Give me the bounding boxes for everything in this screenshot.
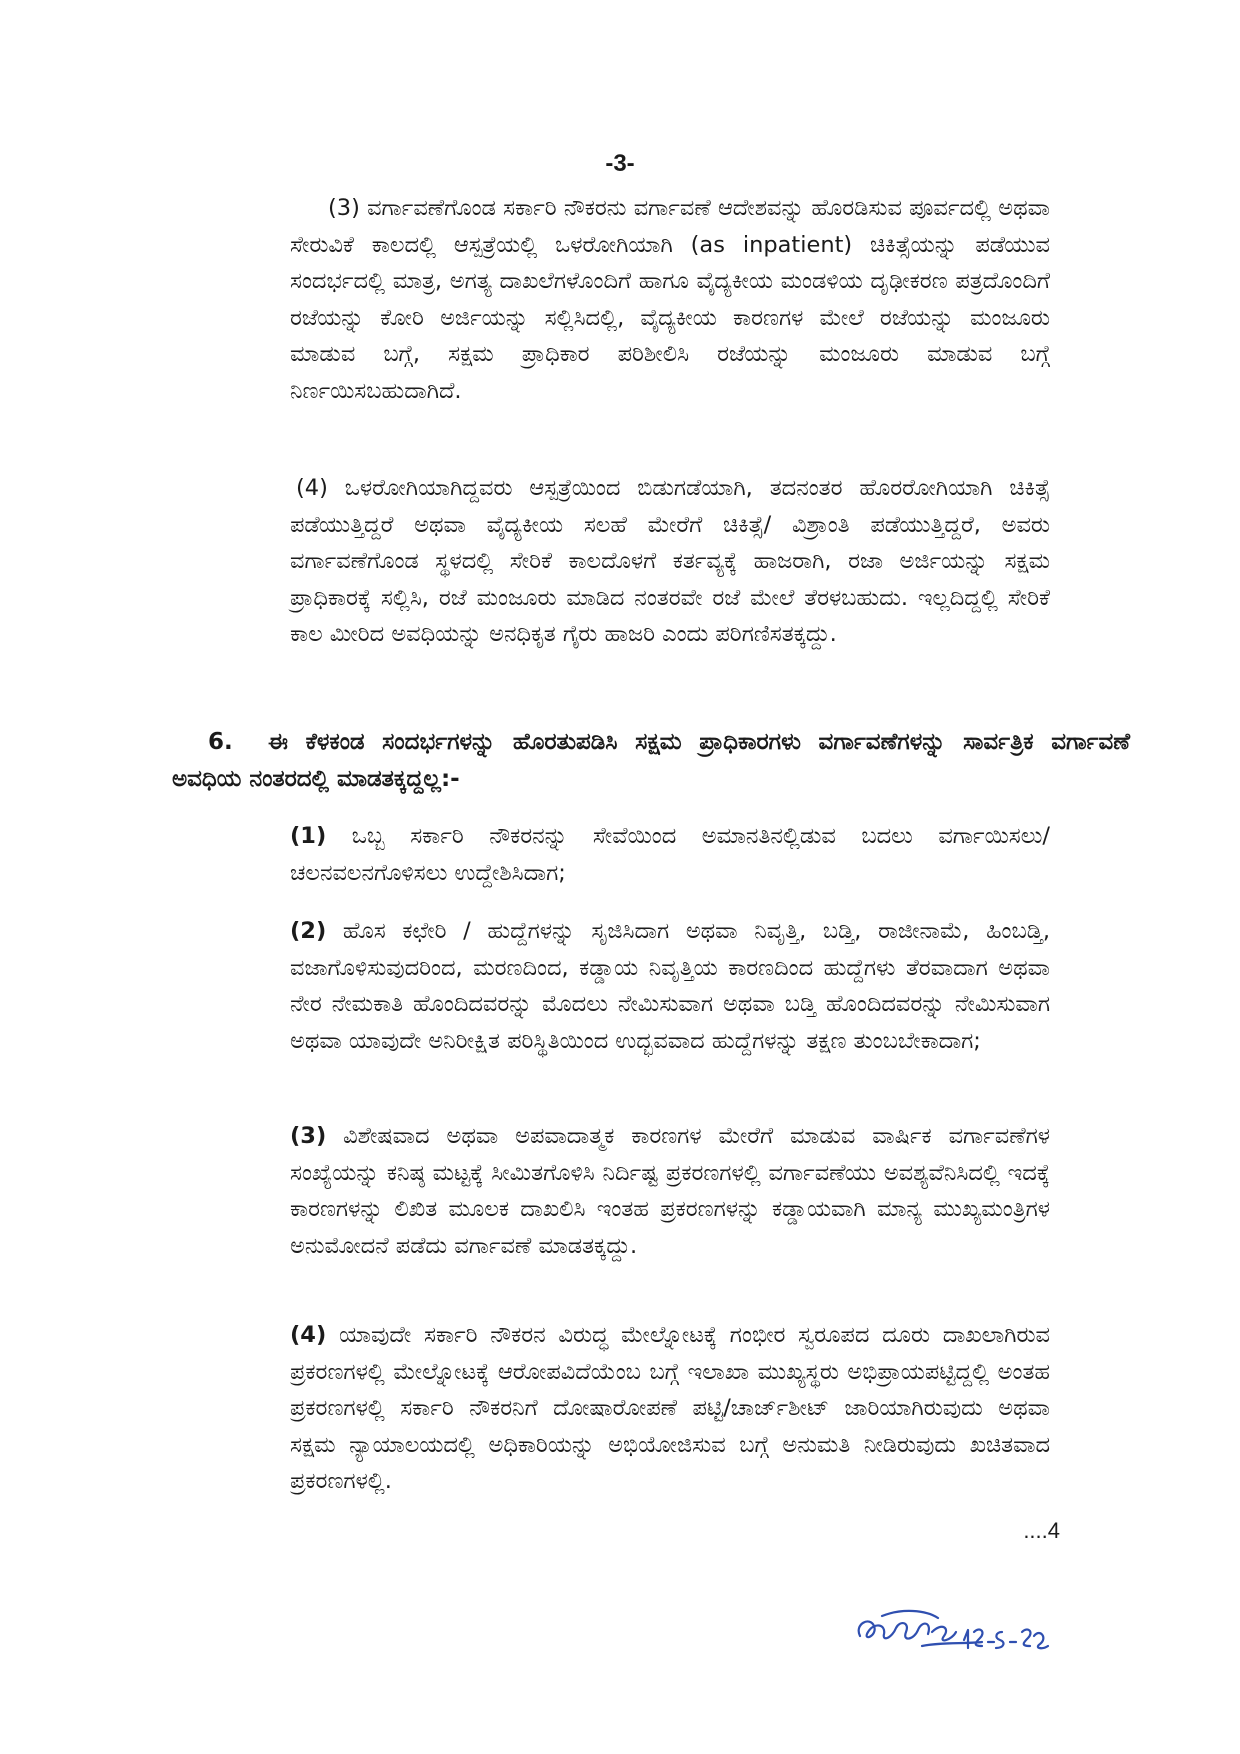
section-6-heading: [172, 724, 1130, 797]
paragraph-text: ವರ್ಗಾವಣೆಗೊಂಡ ಸರ್ಕಾರಿ ನೌಕರನು ವರ್ಗಾವಣೆ ಆದೇಶವನ್ನು ಹೊರಡಿಸುವ ಪೂರ್ವದಲ್ಲಿ ಅಥವಾ ಸೇರುವಿಕೆ ಕಾಲದಲ್ಲಿ ಆಸ್ಪತ್ರೆಯಲ್ಲಿ ಒಳರೋಗಿಯಾಗಿ (as inpatient) ಚಿಕಿತ್ಸೆಯನ್ನು ಪಡೆಯುವ ಸಂದರ್ಭದಲ್ಲಿ ಮಾತ್ರ, ಅಗತ್ಯ ದಾಖಲೆಗಳೊಂದಿಗೆ ಹಾಗೂ ವೈದ್ಯಕೀಯ ಮಂಡಳಿಯ ದೃಢೀಕರಣ ಪತ್ರದೊಂದಿಗೆ ರಜೆಯನ್ನು ಕೋರಿ ಅರ್ಜಿಯನ್ನು ಸಲ್ಲಿಸಿದಲ್ಲಿ, ವೈದ್ಯಕೀಯ ಕಾರಣಗಳ ಮೇಲೆ ರಜೆಯನ್ನು ಮಂಜೂರು ಮಾಡುವ ಬಗ್ಗೆ, ಸಕ್ಷಮ ಪ್ರಾಧಿಕಾರ ಪರಿಶೀಲಿಸಿ ರಜೆಯನ್ನು ಮಂಜೂರು ಮಾಡುವ ಬಗ್ಗೆ ನಿರ್ಣಯಿಸಬಹುದಾಗಿದೆ.: [290, 195, 1050, 404]
continuation-marker: ....4: [1023, 1518, 1060, 1543]
list-item: [290, 818, 1050, 891]
paragraph-3: [290, 190, 1050, 409]
item-number: (1): [290, 823, 327, 849]
paragraph-text: ಒಳರೋಗಿಯಾಗಿದ್ದವರು ಆಸ್ಪತ್ರೆಯಿಂದ ಬಿಡುಗಡೆಯಾಗಿ, ತದನಂತರ ಹೊರರೋಗಿಯಾಗಿ ಚಿಕಿತ್ಸೆ ಪಡೆಯುತ್ತಿದ್ದರೆ ಅಥವಾ ವೈದ್ಯಕೀಯ ಸಲಹೆ ಮೇರೆಗೆ ಚಿಕಿತ್ಸೆ/ ವಿಶ್ರಾಂತಿ ಪಡೆಯುತ್ತಿದ್ದರೆ, ಅವರು ವರ್ಗಾವಣೆಗೊಂಡ ಸ್ಥಳದಲ್ಲಿ ಸೇರಿಕೆ ಕಾಲದೊಳಗೆ ಕರ್ತವ್ಯಕ್ಕೆ ಹಾಜರಾಗಿ, ರಜಾ ಅರ್ಜಿಯನ್ನು ಸಕ್ಷಮ ಪ್ರಾಧಿಕಾರಕ್ಕೆ ಸಲ್ಲಿಸಿ, ರಜೆ ಮಂಜೂರು ಮಾಡಿದ ನಂತರವೇ ರಜೆ ಮೇಲೆ ತೆರಳಬಹುದು. ಇಲ್ಲದಿದ್ದಲ್ಲಿ ಸೇರಿಕೆ ಕಾಲ ಮೀರಿದ ಅವಧಿಯನ್ನು ಅನಧಿಕೃತ ಗೈರು ಹಾಜರಿ ಎಂದು ಪರಿಗಣಿಸತಕ್ಕದ್ದು.: [290, 475, 1050, 647]
page-number: -3-: [605, 150, 635, 177]
paragraph-number: (4): [296, 475, 328, 501]
list-item: [290, 913, 1050, 1059]
item-number: (2): [290, 918, 327, 944]
item-text: ವಿಶೇಷವಾದ ಅಥವಾ ಅಪವಾದಾತ್ಮಕ ಕಾರಣಗಳ ಮೇರೆಗೆ ಮಾಡುವ ವಾರ್ಷಿಕ ವರ್ಗಾವಣೆಗಳ ಸಂಖ್ಯೆಯನ್ನು ಕನಿಷ್ಠ ಮಟ್ಟಕ್ಕೆ ಸೀಮಿತಗೊಳಿಸಿ ನಿರ್ದಿಷ್ಟ ಪ್ರಕರಣಗಳಲ್ಲಿ ವರ್ಗಾವಣೆಯು ಅವಶ್ಯವೆನಿಸಿದಲ್ಲಿ ಇದಕ್ಕೆ ಕಾರಣಗಳನ್ನು ಲಿಖಿತ ಮೂಲಕ ದಾಖಲಿಸಿ ಇಂತಹ ಪ್ರಕರಣಗಳನ್ನು ಕಡ್ಡಾಯವಾಗಿ ಮಾನ್ಯ ಮುಖ್ಯಮಂತ್ರಿಗಳ ಅನುಮೋದನೆ ಪಡೆದು ವರ್ಗಾವಣೆ ಮಾಡತಕ್ಕದ್ದು.: [290, 1123, 1050, 1259]
item-number: (3): [290, 1123, 327, 1149]
item-number: (4): [290, 1322, 327, 1348]
item-text: ಯಾವುದೇ ಸರ್ಕಾರಿ ನೌಕರನ ವಿರುದ್ಧ ಮೇಲ್ನೋಟಕ್ಕೆ ಗಂಭೀರ ಸ್ವರೂಪದ ದೂರು ದಾಖಲಾಗಿರುವ ಪ್ರಕರಣಗಳಲ್ಲಿ ಮೇಲ್ನೋಟಕ್ಕೆ ಆರೋಪವಿದೆಯೆಂಬ ಬಗ್ಗೆ ಇಲಾಖಾ ಮುಖ್ಯಸ್ಥರು ಅಭಿಪ್ರಾಯಪಟ್ಟಿದ್ದಲ್ಲಿ ಅಂತಹ ಪ್ರಕರಣಗಳಲ್ಲಿ ಸರ್ಕಾರಿ ನೌಕರನಿಗೆ ದೋಷಾರೋಪಣೆ ಪಟ್ಟಿ/ಚಾರ್ಜ್‌ಶೀಟ್ ಜಾರಿಯಾಗಿರುವುದು ಅಥವಾ ಸಕ್ಷಮ ನ್ಯಾಯಾಲಯದಲ್ಲಿ ಅಧಿಕಾರಿಯನ್ನು ಅಭಿಯೋಜಿಸುವ ಬಗ್ಗೆ ಅನುಮತಿ ನೀಡಿರುವುದು ಖಚಿತವಾದ ಪ್ರಕರಣಗಳಲ್ಲಿ.: [290, 1322, 1050, 1494]
item-text: ಒಬ್ಬ ಸರ್ಕಾರಿ ನೌಕರನನ್ನು ಸೇವೆಯಿಂದ ಅಮಾನತಿನಲ್ಲಿಡುವ ಬದಲು ವರ್ಗಾಯಿಸಲು/ ಚಲನವಲನಗೊಳಿಸಲು ಉದ್ದೇಶಿಸಿದಾಗ;: [290, 823, 1051, 886]
paragraph-number: (3): [328, 195, 360, 221]
item-text: ಹೊಸ ಕಛೇರಿ / ಹುದ್ದೆಗಳನ್ನು ಸೃಜಿಸಿದಾಗ ಅಥವಾ ನಿವೃತ್ತಿ, ಬಡ್ತಿ, ರಾಜೀನಾಮೆ, ಹಿಂಬಡ್ತಿ, ವಜಾಗೊಳಿಸುವುದರಿಂದ, ಮರಣದಿಂದ, ಕಡ್ಡಾಯ ನಿವೃತ್ತಿಯ ಕಾರಣದಿಂದ ಹುದ್ದೆಗಳು ತೆರವಾದಾಗ ಅಥವಾ ನೇರ ನೇಮಕಾತಿ ಹೊಂದಿದವರನ್ನು ಮೊದಲು ನೇಮಿಸುವಾಗ ಅಥವಾ ಬಡ್ತಿ ಹೊಂದಿದವರನ್ನು ನೇಮಿಸುವಾಗ ಅಥವಾ ಯಾವುದೇ ಅನಿರೀಕ್ಷಿತ ಪರಿಸ್ಥಿತಿಯಿಂದ ಉದ್ಭವವಾದ ಹುದ್ದೆಗಳನ್ನು ತಕ್ಷಣ ತುಂಬಬೇಕಾದಾಗ;: [290, 918, 1050, 1054]
list-item: [290, 1317, 1050, 1500]
section-heading-text: ಈ ಕೆಳಕಂಡ ಸಂದರ್ಭಗಳನ್ನು ಹೊರತುಪಡಿಸಿ ಸಕ್ಷಮ ಪ್ರಾಧಿಕಾರಗಳು ವರ್ಗಾವಣೆಗಳನ್ನು ಸಾರ್ವತ್ರಿಕ ವರ್ಗಾವಣೆ ಅವಧಿಯ ನಂತರದಲ್ಲಿ ಮಾಡತಕ್ಕದ್ದಲ್ಲ:-: [172, 729, 1130, 792]
list-item: [290, 1118, 1050, 1264]
paragraph-4: [290, 470, 1050, 653]
handwritten-signature: [852, 1602, 1052, 1662]
section-number: 6.: [208, 729, 233, 755]
